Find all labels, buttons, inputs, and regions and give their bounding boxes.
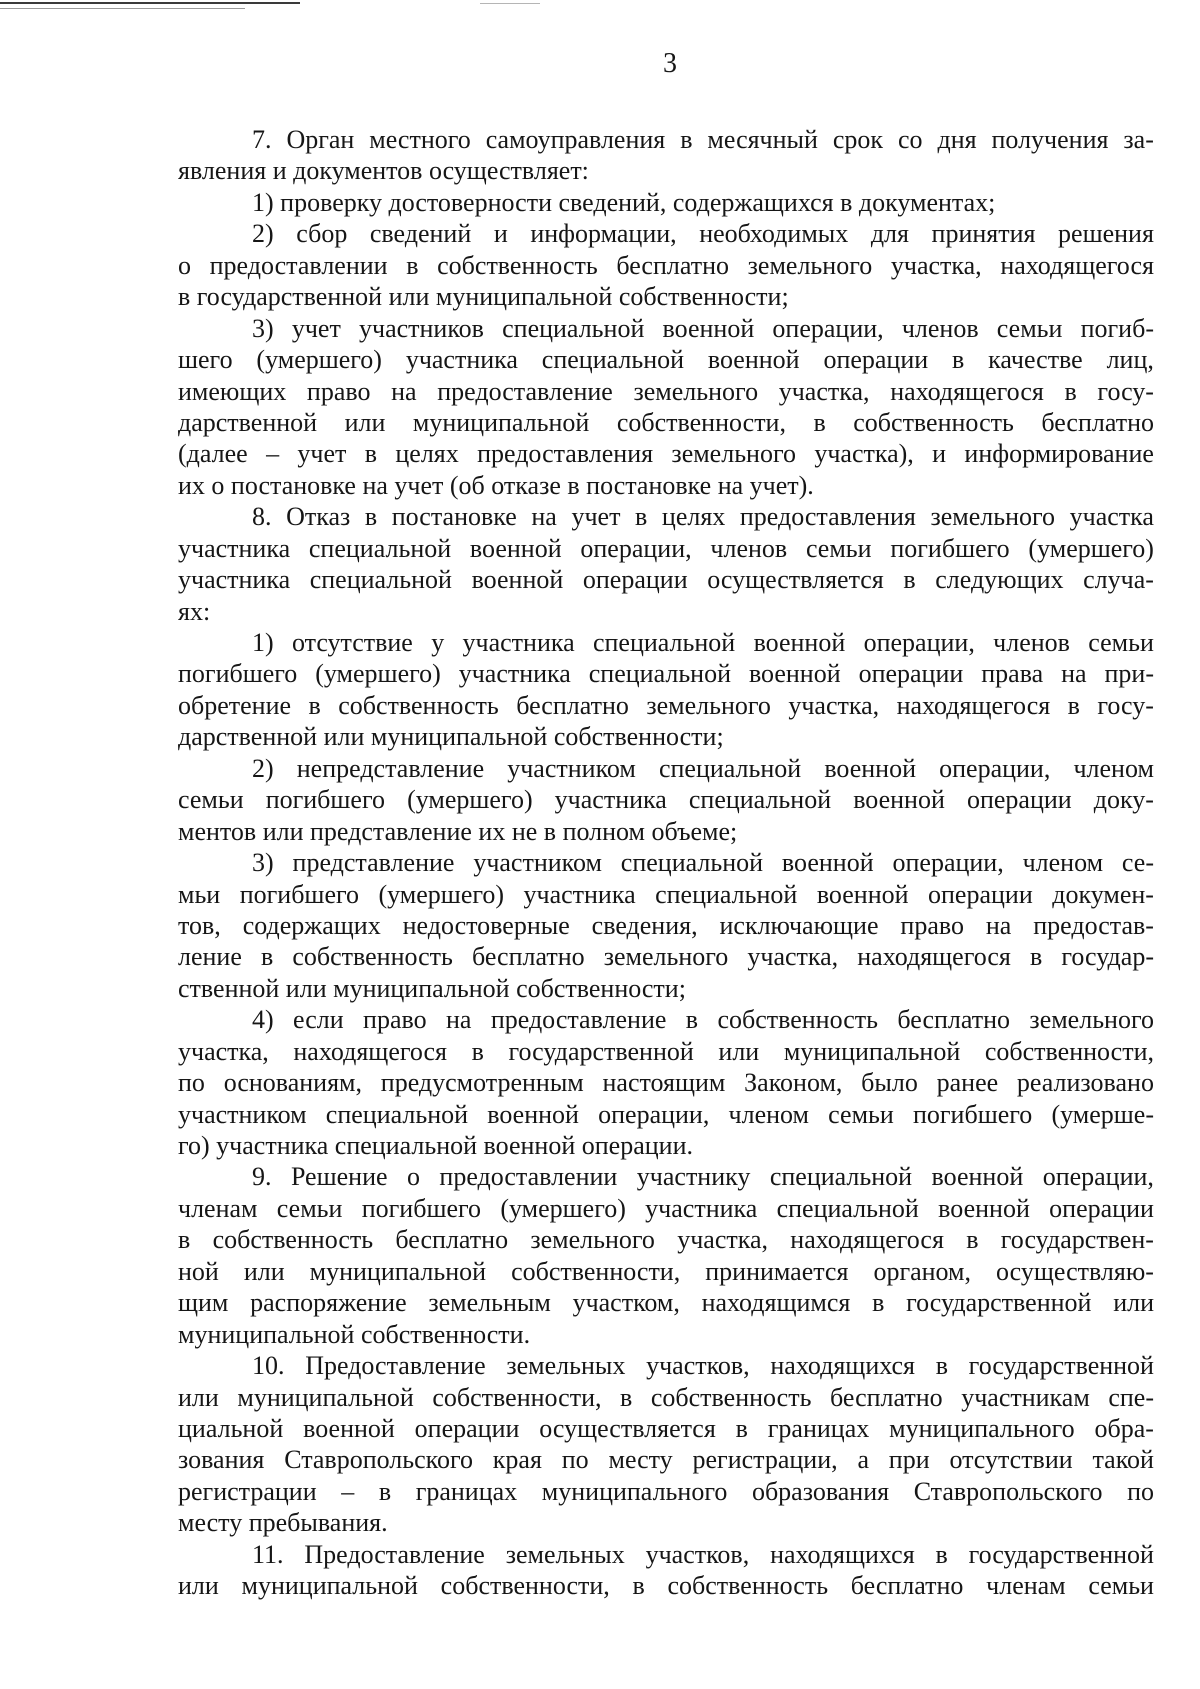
text-line: имеющих право на предоставление земельного участка, находящегося в госу- xyxy=(178,376,1154,406)
text-line: тов, содержащих недостоверные сведения, исключающие право на предостав- xyxy=(178,910,1154,940)
text-line: о предоставлении в собственность бесплатно земельного участка, находящегося xyxy=(178,250,1154,280)
text-line: по основаниям, предусмотренным настоящим Законом, было ранее реализовано xyxy=(178,1068,1154,1098)
text-line: го) участника специальной военной операции. xyxy=(178,1131,693,1160)
text-line: дарственной или муниципальной собственности; xyxy=(178,722,724,752)
text-line: дарственной или муниципальной собственности, в собственность бесплатно xyxy=(178,407,1154,437)
text-line: или муниципальной собственности, в собственность бесплатно членам семьи xyxy=(178,1571,1154,1601)
document-body xyxy=(178,124,1154,1602)
text-line: месту пребывания. xyxy=(178,1508,388,1538)
text-line: 9. Решение о предоставлении участнику специальной военной операции, xyxy=(252,1162,1154,1192)
text-line: 10. Предоставление земельных участков, находящихся в государственной xyxy=(252,1351,1154,1381)
text-line: ственной или муниципальной собственности; xyxy=(178,973,686,1003)
text-line: их о постановке на учет (об отказе в постановке на учет). xyxy=(178,470,814,500)
text-line: явления и документов осуществляет: xyxy=(178,156,589,186)
text-line: регистрации – в границах муниципального образования Ставропольского по xyxy=(178,1476,1154,1506)
text-line: или муниципальной собственности, в собственность бесплатно участникам спе- xyxy=(178,1382,1154,1412)
page-number: 3 xyxy=(663,48,677,79)
text-line: 7. Орган местного самоуправления в месячный срок со дня получения за- xyxy=(252,125,1154,154)
text-line: 11. Предоставление земельных участков, находящихся в государственной xyxy=(252,1539,1154,1569)
text-line: 8. Отказ в постановке на учет в целях предоставления земельного участка xyxy=(252,502,1154,532)
text-line: ях: xyxy=(178,596,211,626)
text-line: щим распоряжение земельным участком, находящимся в государственной или xyxy=(178,1288,1154,1318)
text-line: 2) сбор сведений и информации, необходимых для принятия решения xyxy=(252,219,1154,249)
text-line: 1) проверку достоверности сведений, содержащихся в документах; xyxy=(252,187,996,217)
text-line: шего (умершего) участника специальной военной операции в качестве лиц, xyxy=(178,345,1154,375)
text-line: муниципальной собственности. xyxy=(178,1319,531,1349)
text-line: 4) если право на предоставление в собственность бесплатно земельного xyxy=(252,1005,1154,1035)
text-line: обретение в собственность бесплатно земельного участка, находящегося в госу- xyxy=(178,690,1154,720)
text-line: ной или муниципальной собственности, принимается органом, осуществляю- xyxy=(178,1256,1154,1286)
text-line: в государственной или муниципальной собственности; xyxy=(178,282,789,312)
text-line: участника специальной военной операции, членов семьи погибшего (умершего) xyxy=(178,533,1154,563)
scan-edge-line xyxy=(0,2,300,4)
text-line: зования Ставропольского края по месту регистрации, а при отсутствии такой xyxy=(178,1445,1154,1475)
text-line: семьи погибшего (умершего) участника специальной военной операции доку- xyxy=(178,785,1154,815)
text-line: (далее – учет в целях предоставления земельного участка), и информирование xyxy=(178,439,1154,469)
text-line: погибшего (умершего) участника специальной военной операции права на при- xyxy=(178,659,1154,689)
text-line: участником специальной военной операции, членом семьи погибшего (умерше- xyxy=(178,1099,1154,1129)
text-line: членам семьи погибшего (умершего) участника специальной военной операции xyxy=(178,1193,1154,1223)
text-line: в собственность бесплатно земельного участка, находящегося в государствен- xyxy=(178,1225,1154,1255)
text-line: 1) отсутствие у участника специальной военной операции, членов семьи xyxy=(252,628,1154,657)
text-line: ление в собственность бесплатно земельного участка, находящегося в государ- xyxy=(178,942,1154,972)
text-line: ментов или представление их не в полном объеме; xyxy=(178,816,738,846)
text-line: циальной военной операции осуществляется в границах муниципального обра- xyxy=(178,1413,1154,1443)
text-line: участка, находящегося в государственной или муниципальной собственности, xyxy=(178,1036,1154,1066)
scan-edge-line xyxy=(480,3,540,4)
text-line: мьи погибшего (умершего) участника специальной военной операции докумен- xyxy=(178,879,1154,909)
text-line: 2) непредставление участником специальной военной операции, членом xyxy=(252,753,1154,783)
scan-edge-line xyxy=(0,8,245,9)
text-line: участника специальной военной операции осуществляется в следующих случа- xyxy=(178,565,1154,595)
text-line: 3) учет участников специальной военной операции, членов семьи погиб- xyxy=(252,313,1154,343)
text-line: 3) представление участником специальной военной операции, членом се- xyxy=(252,848,1154,878)
